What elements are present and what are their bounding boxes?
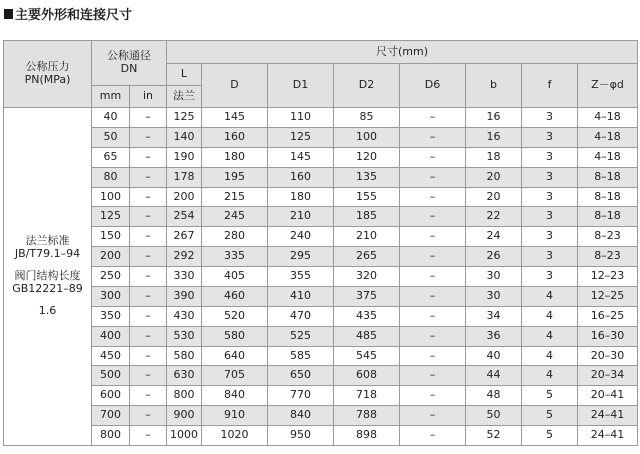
cell-d: 215 bbox=[202, 187, 268, 207]
cell-d: 705 bbox=[202, 366, 268, 386]
cell-d6: – bbox=[400, 406, 466, 426]
cell-in: – bbox=[130, 346, 167, 366]
table-row bbox=[4, 127, 638, 147]
cell-z: 20–34 bbox=[578, 366, 638, 386]
cell-d2: 435 bbox=[334, 306, 400, 326]
cell-b: 44 bbox=[466, 366, 522, 386]
table-row bbox=[4, 286, 638, 306]
table-row bbox=[4, 306, 638, 326]
cell-l: 200 bbox=[167, 187, 202, 207]
header-in: in bbox=[130, 86, 167, 108]
cell-d6: – bbox=[400, 386, 466, 406]
cell-f: 3 bbox=[522, 108, 578, 128]
cell-in: – bbox=[130, 326, 167, 346]
cell-mm: 200 bbox=[92, 247, 130, 267]
table-row bbox=[4, 406, 638, 426]
cell-z: 4–18 bbox=[578, 147, 638, 167]
cell-d2: 265 bbox=[334, 247, 400, 267]
table-row bbox=[4, 247, 638, 267]
cell-z: 4–18 bbox=[578, 127, 638, 147]
cell-z: 24–41 bbox=[578, 426, 638, 446]
cell-d: 145 bbox=[202, 108, 268, 128]
pressure-standard-line: 1.6 bbox=[38, 304, 57, 318]
cell-f: 3 bbox=[522, 267, 578, 287]
table-row bbox=[4, 366, 638, 386]
cell-b: 36 bbox=[466, 326, 522, 346]
cell-f: 3 bbox=[522, 167, 578, 187]
cell-z: 24–41 bbox=[578, 406, 638, 426]
cell-f: 3 bbox=[522, 227, 578, 247]
cell-b: 22 bbox=[466, 207, 522, 227]
cell-d6: – bbox=[400, 127, 466, 147]
cell-l: 580 bbox=[167, 346, 202, 366]
cell-l: 125 bbox=[167, 108, 202, 128]
cell-z: 16–30 bbox=[578, 326, 638, 346]
cell-in: – bbox=[130, 227, 167, 247]
cell-in: – bbox=[130, 366, 167, 386]
cell-l: 800 bbox=[167, 386, 202, 406]
table-row bbox=[4, 386, 638, 406]
cell-d: 180 bbox=[202, 147, 268, 167]
cell-d1: 355 bbox=[268, 267, 334, 287]
header-mm: mm bbox=[92, 86, 130, 108]
cell-b: 20 bbox=[466, 187, 522, 207]
pressure-standard-line: JB/T79.1–94 bbox=[14, 246, 81, 260]
cell-d6: – bbox=[400, 167, 466, 187]
cell-d6: – bbox=[400, 108, 466, 128]
cell-l: 430 bbox=[167, 306, 202, 326]
cell-d1: 160 bbox=[268, 167, 334, 187]
cell-b: 48 bbox=[466, 386, 522, 406]
cell-mm: 350 bbox=[92, 306, 130, 326]
cell-z: 8–18 bbox=[578, 207, 638, 227]
cell-b: 30 bbox=[466, 267, 522, 287]
cell-in: – bbox=[130, 426, 167, 446]
cell-d6: – bbox=[400, 247, 466, 267]
cell-d2: 788 bbox=[334, 406, 400, 426]
cell-d2: 608 bbox=[334, 366, 400, 386]
cell-b: 26 bbox=[466, 247, 522, 267]
header-bolt-holes: Z－φd bbox=[578, 64, 638, 108]
cell-f: 4 bbox=[522, 326, 578, 346]
cell-d: 1020 bbox=[202, 426, 268, 446]
pressure-standard-line: GB12221–89 bbox=[12, 281, 83, 295]
cell-b: 16 bbox=[466, 127, 522, 147]
cell-z: 20–41 bbox=[578, 386, 638, 406]
cell-z: 8–23 bbox=[578, 227, 638, 247]
cell-in: – bbox=[130, 267, 167, 287]
table-header bbox=[4, 41, 638, 108]
header-d1: D1 bbox=[268, 64, 334, 108]
cell-z: 4–18 bbox=[578, 108, 638, 128]
cell-d2: 545 bbox=[334, 346, 400, 366]
cell-l: 900 bbox=[167, 406, 202, 426]
table-row bbox=[4, 326, 638, 346]
cell-d6: – bbox=[400, 207, 466, 227]
cell-mm: 450 bbox=[92, 346, 130, 366]
cell-d6: – bbox=[400, 346, 466, 366]
cell-b: 52 bbox=[466, 426, 522, 446]
cell-b: 20 bbox=[466, 167, 522, 187]
cell-d: 580 bbox=[202, 326, 268, 346]
table-row bbox=[4, 167, 638, 187]
cell-d2: 320 bbox=[334, 267, 400, 287]
cell-l: 530 bbox=[167, 326, 202, 346]
cell-mm: 600 bbox=[92, 386, 130, 406]
cell-in: – bbox=[130, 187, 167, 207]
cell-mm: 800 bbox=[92, 426, 130, 446]
cell-d2: 485 bbox=[334, 326, 400, 346]
cell-d1: 125 bbox=[268, 127, 334, 147]
cell-in: – bbox=[130, 147, 167, 167]
cell-d1: 770 bbox=[268, 386, 334, 406]
cell-z: 8–18 bbox=[578, 167, 638, 187]
header-l: L bbox=[167, 64, 202, 86]
cell-mm: 400 bbox=[92, 326, 130, 346]
cell-d1: 210 bbox=[268, 207, 334, 227]
header-nominal-pressure: 公称压力 PN(MPa) bbox=[4, 41, 92, 108]
cell-d2: 155 bbox=[334, 187, 400, 207]
cell-b: 30 bbox=[466, 286, 522, 306]
header-d6: D6 bbox=[400, 64, 466, 108]
cell-d2: 135 bbox=[334, 167, 400, 187]
table-row bbox=[4, 426, 638, 446]
cell-d6: – bbox=[400, 187, 466, 207]
cell-d2: 718 bbox=[334, 386, 400, 406]
cell-mm: 50 bbox=[92, 127, 130, 147]
heading-text: 主要外形和连接尺寸 bbox=[15, 8, 133, 23]
pressure-standard-line: 法兰标准 bbox=[25, 233, 70, 247]
cell-mm: 100 bbox=[92, 187, 130, 207]
cell-d2: 185 bbox=[334, 207, 400, 227]
header-b: b bbox=[466, 64, 522, 108]
cell-in: – bbox=[130, 406, 167, 426]
cell-b: 18 bbox=[466, 147, 522, 167]
cell-d: 245 bbox=[202, 207, 268, 227]
cell-mm: 300 bbox=[92, 286, 130, 306]
cell-d: 280 bbox=[202, 227, 268, 247]
cell-d6: – bbox=[400, 366, 466, 386]
cell-in: – bbox=[130, 167, 167, 187]
section-heading bbox=[4, 4, 132, 23]
cell-d1: 145 bbox=[268, 147, 334, 167]
cell-b: 16 bbox=[466, 108, 522, 128]
cell-l: 178 bbox=[167, 167, 202, 187]
cell-d: 910 bbox=[202, 406, 268, 426]
cell-f: 5 bbox=[522, 426, 578, 446]
header-nominal-diameter: 公称通径 DN bbox=[92, 41, 167, 86]
cell-l: 292 bbox=[167, 247, 202, 267]
cell-d6: – bbox=[400, 426, 466, 446]
pressure-standards-cell bbox=[4, 108, 92, 446]
header-d2: D2 bbox=[334, 64, 400, 108]
cell-d1: 240 bbox=[268, 227, 334, 247]
cell-d6: – bbox=[400, 306, 466, 326]
cell-d6: – bbox=[400, 227, 466, 247]
cell-l: 1000 bbox=[167, 426, 202, 446]
cell-d: 460 bbox=[202, 286, 268, 306]
cell-f: 4 bbox=[522, 366, 578, 386]
cell-d: 405 bbox=[202, 267, 268, 287]
dimensions-table bbox=[3, 40, 638, 446]
cell-d2: 85 bbox=[334, 108, 400, 128]
cell-in: – bbox=[130, 207, 167, 227]
cell-mm: 150 bbox=[92, 227, 130, 247]
cell-z: 12–23 bbox=[578, 267, 638, 287]
table-body bbox=[4, 108, 638, 446]
cell-z: 12–25 bbox=[578, 286, 638, 306]
cell-f: 4 bbox=[522, 306, 578, 326]
cell-mm: 250 bbox=[92, 267, 130, 287]
cell-l: 267 bbox=[167, 227, 202, 247]
cell-mm: 80 bbox=[92, 167, 130, 187]
table-row bbox=[4, 267, 638, 287]
cell-f: 4 bbox=[522, 346, 578, 366]
cell-d6: – bbox=[400, 326, 466, 346]
cell-l: 330 bbox=[167, 267, 202, 287]
table-row bbox=[4, 147, 638, 167]
cell-b: 40 bbox=[466, 346, 522, 366]
cell-z: 8–23 bbox=[578, 247, 638, 267]
cell-l: 190 bbox=[167, 147, 202, 167]
cell-in: – bbox=[130, 306, 167, 326]
cell-l: 630 bbox=[167, 366, 202, 386]
cell-mm: 500 bbox=[92, 366, 130, 386]
cell-in: – bbox=[130, 386, 167, 406]
table-row bbox=[4, 346, 638, 366]
cell-mm: 65 bbox=[92, 147, 130, 167]
cell-b: 34 bbox=[466, 306, 522, 326]
cell-d2: 375 bbox=[334, 286, 400, 306]
cell-d1: 840 bbox=[268, 406, 334, 426]
cell-mm: 125 bbox=[92, 207, 130, 227]
cell-d2: 120 bbox=[334, 147, 400, 167]
cell-d2: 210 bbox=[334, 227, 400, 247]
cell-d1: 180 bbox=[268, 187, 334, 207]
table-row bbox=[4, 187, 638, 207]
cell-d6: – bbox=[400, 147, 466, 167]
header-dimensions: 尺寸(mm) bbox=[167, 41, 638, 64]
cell-f: 5 bbox=[522, 386, 578, 406]
cell-l: 140 bbox=[167, 127, 202, 147]
cell-d1: 585 bbox=[268, 346, 334, 366]
cell-l: 390 bbox=[167, 286, 202, 306]
cell-z: 8–18 bbox=[578, 187, 638, 207]
cell-d: 640 bbox=[202, 346, 268, 366]
cell-l: 254 bbox=[167, 207, 202, 227]
cell-in: – bbox=[130, 286, 167, 306]
table-row bbox=[4, 108, 638, 128]
cell-d2: 898 bbox=[334, 426, 400, 446]
header-flange: 法兰 bbox=[167, 86, 202, 108]
cell-f: 3 bbox=[522, 127, 578, 147]
cell-d1: 950 bbox=[268, 426, 334, 446]
cell-f: 3 bbox=[522, 187, 578, 207]
cell-d1: 295 bbox=[268, 247, 334, 267]
cell-d6: – bbox=[400, 267, 466, 287]
cell-mm: 40 bbox=[92, 108, 130, 128]
cell-d: 195 bbox=[202, 167, 268, 187]
cell-d: 520 bbox=[202, 306, 268, 326]
cell-z: 16–25 bbox=[578, 306, 638, 326]
cell-d1: 650 bbox=[268, 366, 334, 386]
cell-mm: 700 bbox=[92, 406, 130, 426]
square-bullet-icon bbox=[4, 9, 13, 19]
cell-d6: – bbox=[400, 286, 466, 306]
cell-in: – bbox=[130, 108, 167, 128]
cell-f: 3 bbox=[522, 147, 578, 167]
pressure-standard-line: 阀门结构长度 bbox=[14, 269, 81, 283]
cell-b: 24 bbox=[466, 227, 522, 247]
cell-d1: 470 bbox=[268, 306, 334, 326]
cell-d2: 100 bbox=[334, 127, 400, 147]
cell-z: 20–30 bbox=[578, 346, 638, 366]
cell-d: 840 bbox=[202, 386, 268, 406]
cell-d1: 110 bbox=[268, 108, 334, 128]
cell-in: – bbox=[130, 247, 167, 267]
cell-in: – bbox=[130, 127, 167, 147]
cell-f: 3 bbox=[522, 247, 578, 267]
cell-f: 4 bbox=[522, 286, 578, 306]
header-d: D bbox=[202, 64, 268, 108]
table-row bbox=[4, 207, 638, 227]
cell-f: 5 bbox=[522, 406, 578, 426]
cell-d1: 525 bbox=[268, 326, 334, 346]
cell-d: 160 bbox=[202, 127, 268, 147]
cell-d: 335 bbox=[202, 247, 268, 267]
header-f: f bbox=[522, 64, 578, 108]
table-row bbox=[4, 227, 638, 247]
cell-b: 50 bbox=[466, 406, 522, 426]
cell-d1: 410 bbox=[268, 286, 334, 306]
cell-f: 3 bbox=[522, 207, 578, 227]
